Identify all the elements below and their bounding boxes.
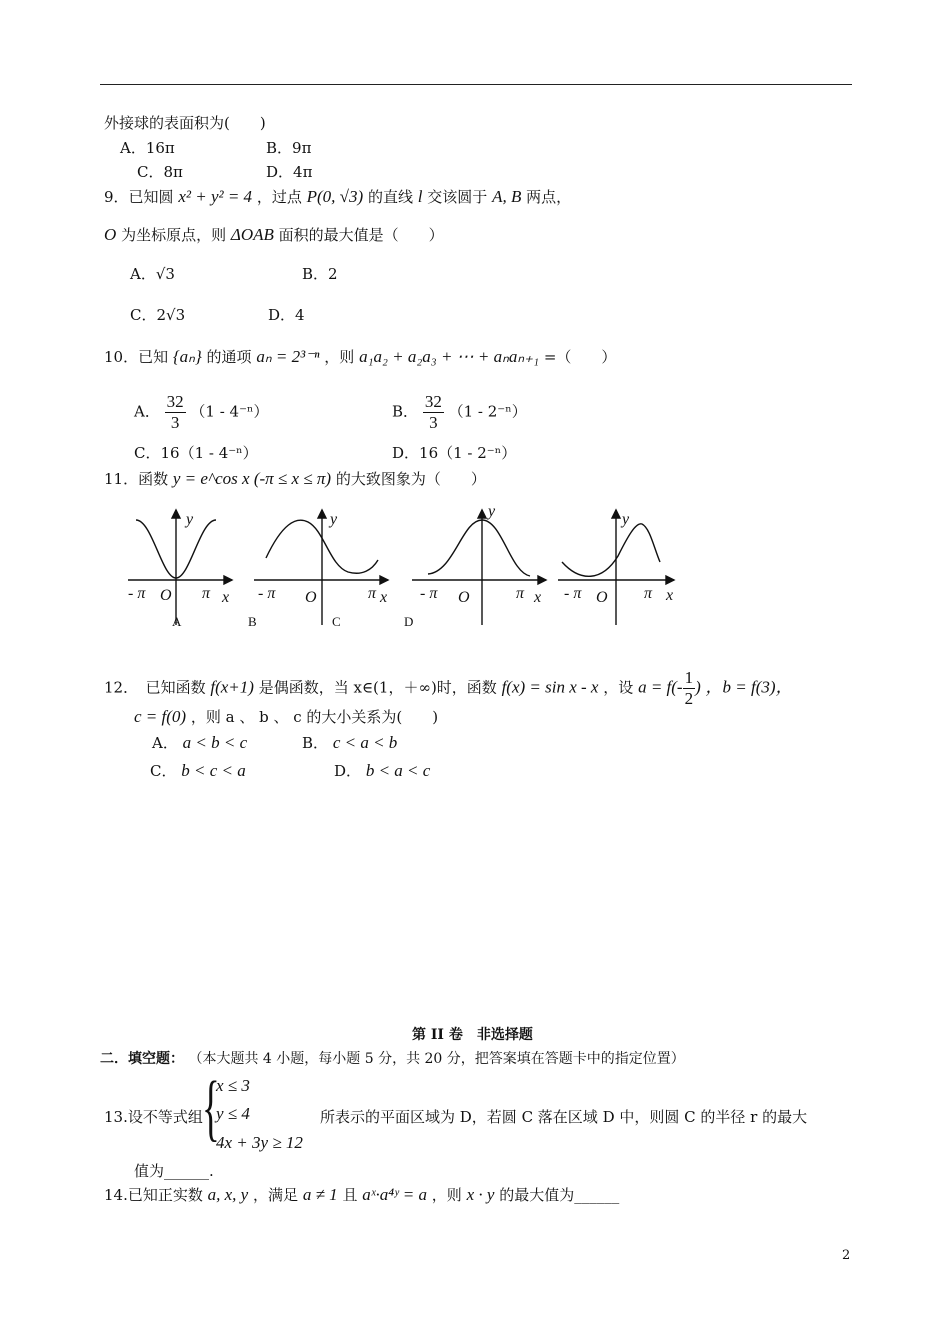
q12-function2: f(x) = sin x - x — [501, 677, 599, 697]
graph-a-y-label: y — [186, 511, 194, 528]
q14-then: ，则 — [431, 1186, 462, 1204]
q9-option-c: C．2√3 — [130, 306, 186, 324]
q9-origin-symbol: O — [104, 225, 117, 244]
q10-option-d: D．16（1 - 2⁻ⁿ） — [392, 444, 517, 462]
graph-d-neg-pi: - π — [564, 585, 582, 602]
page-number: 2 — [842, 1248, 851, 1263]
graph-d-origin: O — [596, 589, 608, 606]
q13-ineq-3: 4x + 3y ≥ 12 — [216, 1133, 303, 1152]
q12-c-def: c = f(0) — [134, 707, 187, 726]
q14-and: 且 — [342, 1186, 358, 1204]
q14-cond2: aˣ·a⁴ʸ = a — [362, 1185, 427, 1204]
q11-graphs — [110, 500, 690, 635]
q9-text2: 的直线 — [367, 188, 413, 206]
q10-b-tail: （1 - 2⁻ⁿ） — [448, 402, 527, 421]
q12-set: ，设 — [603, 678, 634, 697]
graph-a-x-arrow — [224, 576, 232, 584]
q10-b-denominator: 3 — [429, 413, 438, 432]
q14-expr: x · y — [466, 1185, 495, 1204]
q10-end: =（ ） — [543, 348, 617, 366]
q11-end: 的大致图象为（ ） — [335, 470, 486, 488]
section-2-title: 第 II 卷 非选择题 — [412, 1027, 533, 1043]
header-rule — [100, 84, 852, 85]
q8-option-a: A．16π — [120, 139, 175, 157]
q9-text3: 交该圆于 — [427, 188, 488, 206]
q12-c-expr: b < c < a — [181, 761, 246, 780]
q12-question: ，则 a 、 b 、 c 的大小关系为( ) — [190, 708, 439, 726]
q12-function1: f(x+1) — [210, 677, 254, 697]
q12-b-label: B． — [302, 734, 329, 752]
graph-c-y-label: y — [488, 503, 496, 520]
q12-line2 — [134, 706, 438, 727]
q9-option-d: D．4 — [268, 306, 305, 324]
q9-option-a: A．√3 — [130, 265, 175, 283]
q9-text: ，过点 — [256, 188, 302, 206]
q9-text6: 面积的最大值是（ ） — [278, 226, 444, 244]
q12-d-expr: b < a < c — [365, 761, 431, 780]
q8-option-b: B．9π — [266, 139, 312, 157]
graph-b-pi: π — [368, 585, 377, 602]
section-2-note: （本大题共 4 小题，每小题 5 分，共 20 分，把答案填在答题卡中的指定位置） — [188, 1051, 685, 1067]
q9-prefix: 9．已知圆 — [104, 188, 174, 206]
graph-a-origin: O — [160, 587, 172, 604]
q12-half-den: 2 — [684, 689, 694, 708]
graph-a-pi: π — [202, 585, 211, 602]
q10-option-b — [392, 392, 527, 433]
q14-text: ，满足 — [253, 1186, 299, 1204]
q9-point: P(0, √3) — [306, 187, 364, 206]
q12-option-b — [302, 732, 397, 753]
q14-stem — [104, 1184, 619, 1205]
q9-triangle: ΔOAB — [230, 225, 274, 244]
q13-answer-line: 值为______. — [134, 1162, 214, 1180]
q10-a-fraction — [165, 392, 186, 433]
q9-points-ab: A, B — [492, 187, 522, 206]
graph-d-label: D — [404, 614, 414, 629]
q10-text: 的通项 — [206, 348, 252, 366]
q12-option-a — [152, 732, 247, 753]
graph-b-y-label: y — [330, 511, 338, 528]
graph-d-x-arrow — [666, 576, 674, 584]
q10-b-label: B． — [392, 402, 419, 421]
q8-option-c: C．8π — [137, 163, 183, 181]
q9-option-b: B．2 — [302, 265, 338, 283]
graph-d-pi: π — [644, 585, 653, 602]
q10-option-c: C．16（1 - 4⁻ⁿ） — [134, 444, 258, 462]
q12-a-label: A． — [152, 734, 178, 752]
section-2-heading — [100, 1048, 685, 1068]
q10-b-fraction — [423, 392, 444, 433]
section-2-label: 二．填空题： — [100, 1051, 184, 1067]
q12-prefix: 12． 已知函数 — [104, 678, 206, 697]
q9-circle-equation: x² + y² = 4 — [178, 187, 253, 206]
graph-d-y-arrow — [612, 510, 620, 518]
q13-brace: { — [202, 1067, 220, 1149]
q14-prefix: 14.已知正实数 — [104, 1186, 203, 1204]
q8-option-d: D．4π — [266, 163, 313, 181]
q12-a-expr: a < b < c — [182, 733, 248, 752]
graph-c-curve — [428, 520, 530, 576]
graph-c-neg-pi: - π — [420, 585, 438, 602]
graph-d-curve — [562, 524, 660, 577]
q11-stem — [104, 468, 486, 489]
q9-text4: 两点， — [526, 188, 572, 206]
q9-line2 — [104, 224, 444, 245]
q10-formula: aₙ = 2³⁻ⁿ — [256, 347, 320, 366]
q12-option-d — [334, 760, 430, 781]
graph-b-label: B — [248, 614, 257, 629]
q10-a-denominator: 3 — [170, 413, 180, 432]
graph-b-x-label: x — [380, 589, 388, 606]
q10-prefix: 10．已知 — [104, 348, 169, 366]
q10-sequence: {aₙ} — [172, 347, 202, 366]
graph-c-x-arrow — [538, 576, 546, 584]
q13-ineq-2: y ≤ 4 — [216, 1104, 250, 1123]
graph-c-pi: π — [516, 585, 525, 602]
q9-text5: 为坐标原点，则 — [121, 226, 227, 244]
q12-d-label: D． — [334, 762, 362, 780]
q9-line1 — [104, 186, 571, 207]
q13-text: 所表示的平面区域为 D，若圆 C 落在区域 D 中，则圆 C 的半径 r 的最大 — [320, 1108, 808, 1126]
graph-a-x-label: x — [222, 589, 230, 606]
q12-option-c — [150, 760, 246, 781]
q13-ineq-1: x ≤ 3 — [216, 1076, 250, 1095]
q12-half — [683, 668, 696, 709]
graph-b-y-arrow — [318, 510, 326, 518]
graph-c-origin: O — [458, 589, 470, 606]
q12-text: 是偶函数，当 x∈(1，＋∞)时，函数 — [258, 678, 497, 697]
q10-a-numerator: 32 — [166, 392, 184, 411]
q10-option-a — [134, 392, 269, 433]
q13-prefix: 13.设不等式组 — [104, 1108, 203, 1126]
q11-formula: y = e^cos x (-π ≤ x ≤ π) — [172, 469, 332, 488]
q14-vars: a, x, y — [207, 1185, 249, 1204]
q10-a-label: A． — [134, 402, 160, 421]
graph-d-y-label: y — [622, 511, 630, 528]
graph-b-x-arrow — [380, 576, 388, 584]
q12-a-close: ) — [695, 677, 701, 697]
q10-then: ，则 — [324, 348, 355, 366]
q14-cond1: a ≠ 1 — [302, 1185, 338, 1204]
q12-b-expr: c < a < b — [332, 733, 398, 752]
graph-c-y-arrow — [478, 510, 486, 518]
q10-sum: a₁a₂ + a₂a₃ + ⋯ + aₙaₙ₊₁ — [359, 347, 540, 366]
graph-b-neg-pi: - π — [258, 585, 276, 602]
q10-a-tail: （1 - 4⁻ⁿ） — [190, 402, 269, 421]
q10-b-numerator: 32 — [424, 392, 442, 411]
q12-half-num: 1 — [684, 668, 694, 687]
q12-c-label: C． — [150, 762, 177, 780]
q12-a-def: a = f(- — [638, 677, 683, 697]
graph-c-x-label: x — [534, 589, 542, 606]
question-8-stem-tail: 外接球的表面积为( ) — [104, 114, 266, 132]
q11-prefix: 11．函数 — [104, 470, 169, 488]
q12-b-def: ，b = f(3)， — [705, 677, 793, 697]
graph-d-x-label: x — [666, 587, 674, 604]
q10-stem — [104, 346, 616, 367]
q9-line-symbol: l — [417, 187, 423, 206]
graph-a-label: A — [172, 614, 182, 629]
q14-end: 的最大值为______ — [499, 1186, 620, 1204]
q12-line1 — [104, 668, 793, 709]
graph-b-origin: O — [305, 589, 317, 606]
graph-c-label: C — [332, 614, 341, 629]
graph-a-y-arrow — [172, 510, 180, 518]
graph-a-neg-pi: - π — [128, 585, 146, 602]
